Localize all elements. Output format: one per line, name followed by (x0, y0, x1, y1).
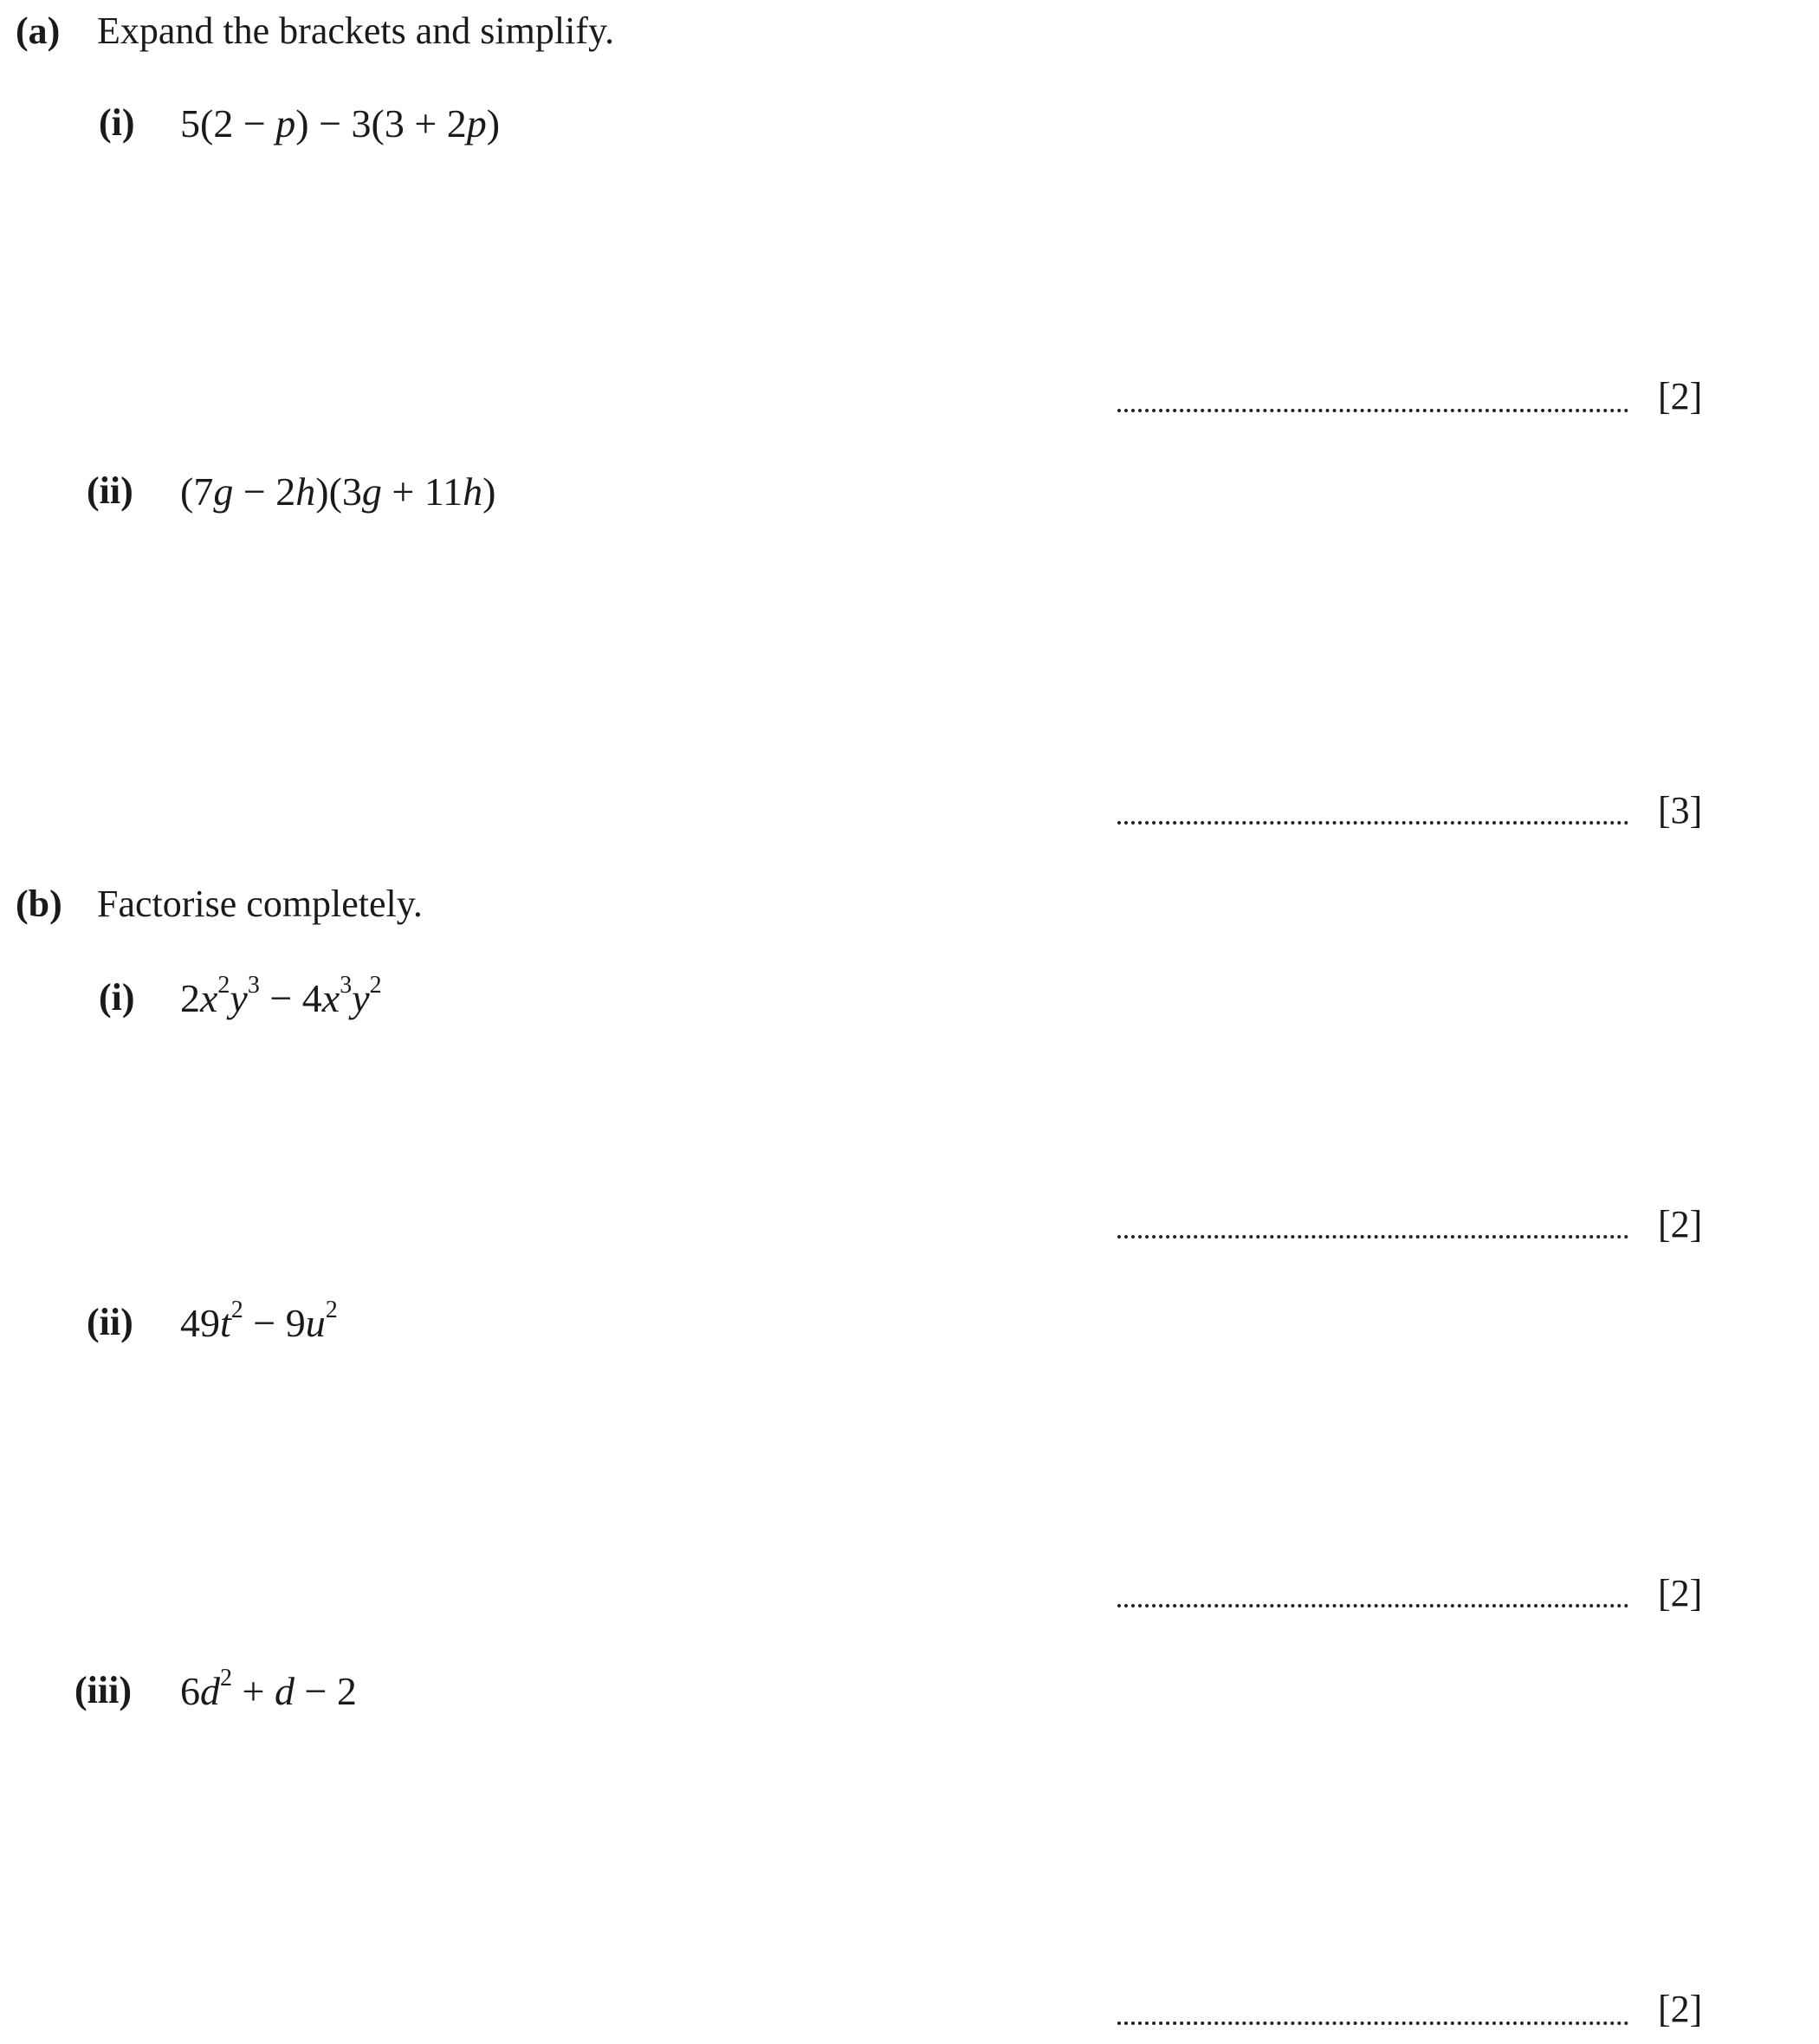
part-a-ii-expression: (7g − 2h)(3g + 11h) (180, 469, 496, 514)
answer-line-a-ii[interactable] (1117, 821, 1628, 825)
part-b-ii-expression: $49t^2 - 9u^2$ (180, 1297, 338, 1345)
part-b-i-label: (i) (99, 976, 135, 1019)
marks-b-ii: [2] (1658, 1572, 1703, 1614)
marks-a-i: [2] (1658, 375, 1703, 417)
answer-line-b-i[interactable] (1117, 1235, 1628, 1239)
marks-a-ii: [3] (1658, 789, 1703, 831)
answer-line-b-ii[interactable] (1117, 1604, 1628, 1607)
part-a-i-label: (i) (99, 101, 135, 144)
part-b-label: (b) (16, 883, 62, 925)
part-b-iii-expression: $6d^2 + d - 2$ (180, 1665, 357, 1713)
answer-line-a-i[interactable] (1117, 409, 1628, 412)
part-b-ii-label: (ii) (87, 1301, 133, 1343)
marks-b-iii: [2] (1658, 1988, 1703, 2030)
part-a-i-expression: 5(2 − p) − 3(3 + 2p) (180, 101, 501, 146)
part-b-iii-label: (iii) (74, 1669, 132, 1711)
part-b-i-expression: $2x^2y^3 - 4x^3y^2$ (180, 972, 382, 1020)
part-b-instruction: Factorise completely. (97, 883, 423, 925)
marks-b-i: [2] (1658, 1203, 1703, 1245)
part-a-label: (a) (16, 10, 61, 52)
part-a-ii-label: (ii) (87, 469, 133, 512)
answer-line-b-iii[interactable] (1117, 2021, 1628, 2025)
part-a-instruction: Expand the brackets and simplify. (97, 10, 615, 52)
